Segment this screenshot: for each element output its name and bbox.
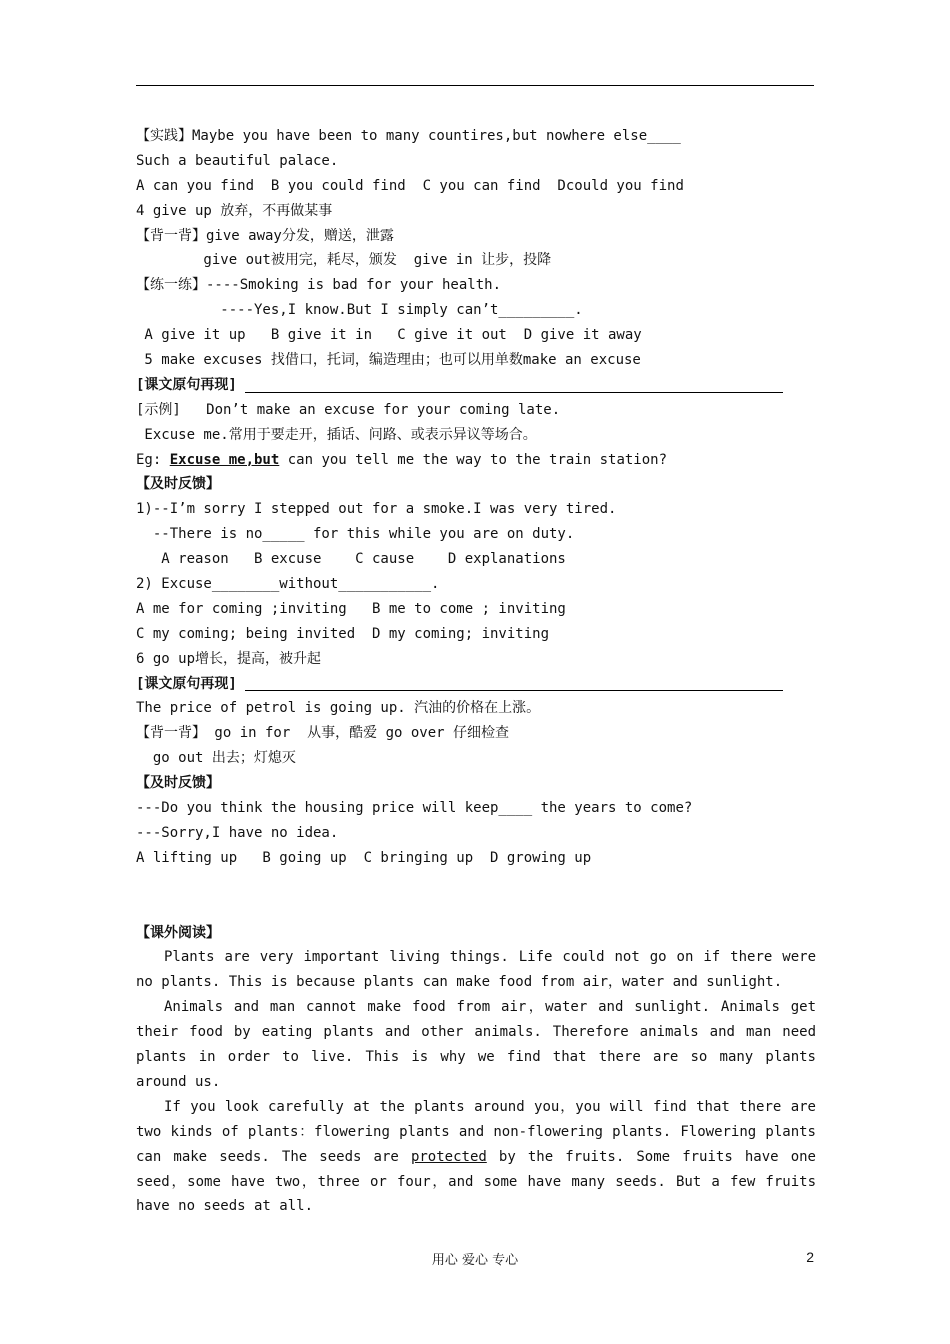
reading-paragraph: Plants are very important living things. Life could not go on if there were no plants. This is because plants can make food from air，water and sunlight. (136, 949, 816, 991)
reading-heading: 【课外阅读】 (136, 924, 220, 941)
answer-options: C my coming; being invited D my coming; inviting (136, 625, 550, 642)
answer-options: A reason B excuse C cause D explanations (136, 551, 566, 568)
page-number: 2 (806, 1249, 814, 1265)
exercise-line: --There is no_____ for this while you are on duty. (136, 526, 575, 543)
underlined-phrase: Excuse me,but (169, 451, 280, 468)
answer-options: A give it up B give it in C give it out D give it away (136, 327, 642, 344)
heading-rule (245, 690, 783, 691)
section-heading (136, 373, 816, 398)
phrase-heading: 6 go up增长，提高，被升起 (136, 650, 322, 667)
example-line: The price of petrol is going up. 汽油的价格在上涨。 (136, 700, 541, 717)
reading-paragraph: If you look carefully at the plants around you，you will find that there are two kinds of plants：flowering plants and non-flowering plants. Flowering plants can make seeds. The seeds are protected by the fruits. Some fruits have one seed，some have two，three or four，and some have many seeds. But a few fruits have no seeds at all. (136, 1098, 816, 1215)
spacer (136, 896, 816, 921)
exercise-line: ----Yes,I know.But I simply can’t_________. (136, 302, 583, 319)
exercise-line: 2) Excuse________without___________. (136, 576, 440, 593)
footer-motto: 用心 爱心 专心 (431, 1253, 519, 1268)
memorize-line: give out被用完，耗尽，颁发 give in 让步，投降 (136, 252, 552, 269)
example-line: [示例] Don’t make an excuse for your coming late. (136, 401, 561, 418)
heading-rule (245, 392, 783, 393)
exercise-line: 1)--I’m sorry I stepped out for a smoke.I was very tired. (136, 501, 617, 518)
memorize-line: 【背一背】 go in for 从事，酷爱 go over 仔细检查 (136, 725, 510, 742)
section-heading-label: [课文原句再现] (136, 675, 237, 692)
document-body (136, 124, 816, 1219)
phrase-heading: 4 give up 放弃，不再做某事 (136, 202, 333, 219)
answer-options: A me for coming ;inviting B me to come ; inviting (136, 600, 566, 617)
practice-question: 【实践】Maybe you have been to many countires,but nowhere else____ (136, 128, 681, 144)
memorize-line: 【背一背】give away分发，赠送，泄露 (136, 227, 394, 244)
underlined-word: protected (410, 1148, 487, 1165)
exercise-line: ---Do you think the housing price will keep____ the years to come? (136, 800, 693, 817)
spacer (136, 871, 816, 896)
text-line: Such a beautiful palace. (136, 152, 339, 169)
reading-paragraph: Animals and man cannot make food from air，water and sunlight. Animals get their food by eating plants and other animals. Therefore animals and man need plants in order to live. This is why we find that there are so many plants around us. (136, 999, 816, 1090)
example-sentence: Eg: Excuse me,but can you tell me the way to the train station? (136, 451, 668, 468)
exercise-line: ---Sorry,I have no idea. (136, 824, 339, 841)
exercise-line: 【练一练】----Smoking is bad for your health. (136, 277, 502, 294)
header-rule (136, 85, 814, 86)
section-heading-label: [课文原句再现] (136, 376, 237, 393)
answer-options: A lifting up B going up C bringing up D growing up (136, 849, 592, 866)
feedback-heading: 【及时反馈】 (136, 476, 220, 493)
memorize-line: go out 出去；灯熄灭 (136, 750, 296, 767)
phrase-heading: 5 make excuses 找借口，托词，编造理由；也可以用单数make an excuse (136, 352, 641, 369)
feedback-heading: 【及时反馈】 (136, 775, 220, 792)
text-line: Excuse me.常用于要走开，插话、问路、或表示异议等场合。 (136, 426, 537, 443)
answer-options: A can you find B you could find C you can find Dcould you find (136, 177, 684, 194)
section-heading (136, 672, 816, 697)
